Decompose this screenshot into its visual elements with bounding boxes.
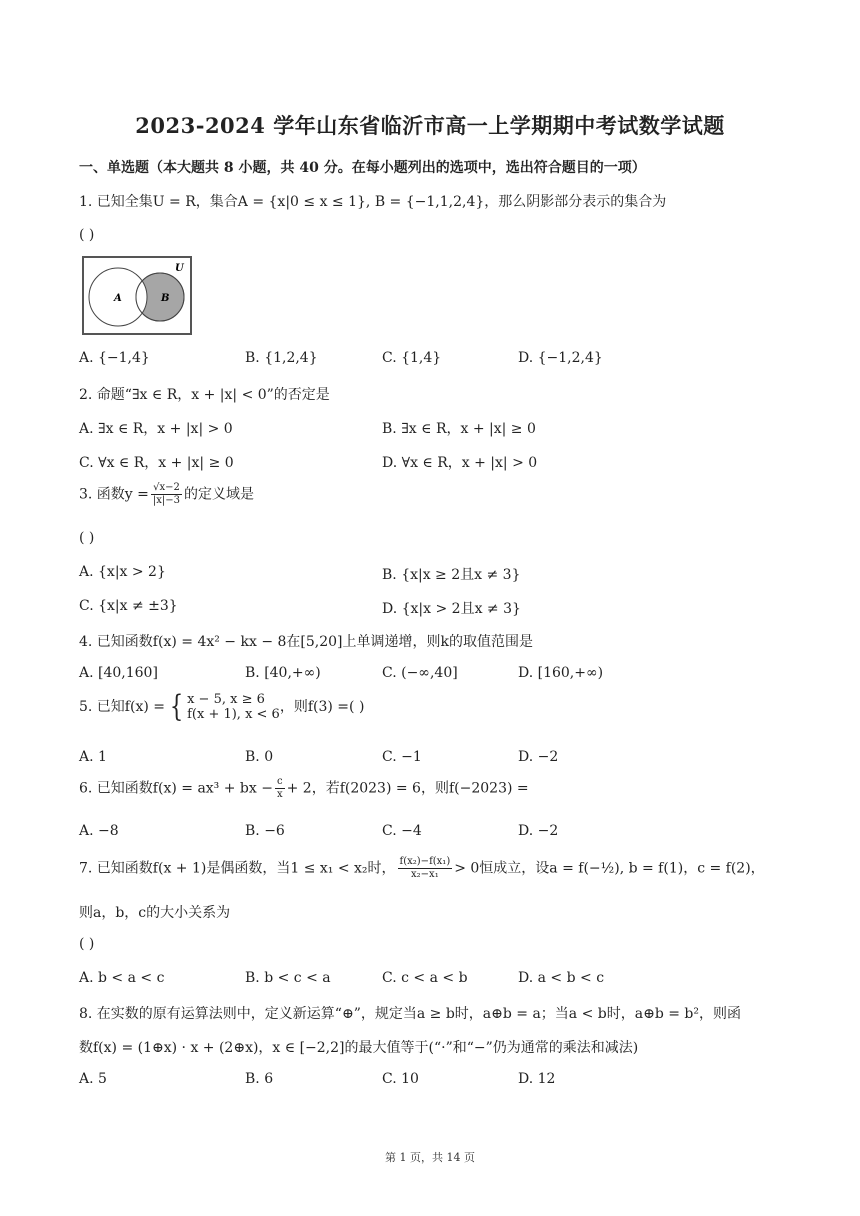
question-3-option-d: D. {x|x > 2且x ≠ 3}: [382, 601, 521, 617]
venn-label-a: A: [114, 293, 122, 304]
question-5-stem-pre: 5. 已知f(x) =: [79, 699, 165, 715]
question-4-option-a: A. [40,160]: [79, 665, 158, 681]
question-5-option-b: B. 0: [245, 749, 274, 765]
venn-diagram: [82, 256, 192, 336]
question-2-option-b: B. ∃x ∈ R，x + |x| ≥ 0: [382, 421, 536, 437]
question-5-option-c: C. −1: [382, 749, 422, 765]
fraction: [275, 776, 285, 801]
question-1-option-c: C. {1,4}: [382, 350, 442, 366]
question-5-option-a: A. 1: [79, 749, 107, 765]
question-4-stem: 4. 已知函数f(x) = 4x² − kx − 8在[5,20]上单调递增，则k的取值范围是: [79, 634, 533, 650]
question-3-stem: [79, 482, 254, 507]
question-8-stem: 8. 在实数的原有运算法则中，定义新运算“⊕”，规定当a ≥ b时，a⊕b = a；当a < b时，a⊕b = b²，则函: [79, 1006, 741, 1022]
question-6-option-c: C. −4: [382, 823, 422, 839]
question-6-stem-pre: 6. 已知函数f(x) = ax³ + bx −: [79, 780, 273, 797]
question-7-stem: [79, 856, 765, 881]
question-8-option-d: D. 12: [518, 1071, 556, 1087]
question-5-stem-post: ，则f(3) =( ): [279, 699, 365, 715]
question-8-option-b: B. 6: [245, 1071, 274, 1087]
fraction-numerator: f(x₂)−f(x₁): [399, 856, 451, 867]
question-7-option-c: C. c < a < b: [382, 970, 468, 986]
question-5-stem: [79, 689, 365, 724]
venn-label-u: U: [175, 263, 184, 274]
question-6-option-d: D. −2: [518, 823, 559, 839]
question-4-option-c: C. (−∞,40]: [382, 665, 458, 681]
fraction-denominator: x: [276, 789, 283, 800]
venn-label-b: B: [161, 293, 170, 304]
question-1-paren: ( ): [79, 227, 95, 243]
question-1-option-a: A. {−1,4}: [79, 350, 150, 366]
question-1-stem: 1. 已知全集U = R，集合A = {x|0 ≤ x ≤ 1}, B = {−1,1,2,4}，那么阴影部分表示的集合为: [79, 194, 667, 210]
fraction-numerator: c: [275, 776, 285, 789]
question-2-option-a: A. ∃x ∈ R，x + |x| > 0: [79, 421, 233, 437]
question-2-stem: 2. 命题“∃x ∈ R，x + |x| < 0”的否定是: [79, 387, 330, 403]
section-header: 一、单选题（本大题共 8 小题，共 40 分。在每小题列出的选项中，选出符合题目的一项）: [79, 160, 646, 176]
fraction: [151, 482, 182, 507]
question-4-option-b: B. [40,+∞): [245, 665, 321, 681]
fraction-numerator: √x−2: [151, 482, 182, 495]
question-6-stem-post: + 2，若f(2023) = 6，则f(−2023) =: [286, 780, 529, 797]
question-3-option-a: A. {x|x > 2}: [79, 564, 166, 580]
question-8-stem-line-2: 数f(x) = (1⊕x) · x + (2⊕x)，x ∈ [−2,2]的最大值等于(“·”和“−”仍为通常的乘法和减法): [79, 1040, 639, 1056]
fraction-denominator: |x|−3: [152, 495, 181, 506]
question-7-option-d: D. a < b < c: [518, 970, 605, 986]
piecewise-row-2: f(x + 1), x < 6: [187, 707, 280, 722]
question-7-stem-post: > 0恒成立，设a = f(−½), b = f(1)，c = f(2)，: [454, 860, 765, 877]
question-3-option-b: B. {x|x ≥ 2且x ≠ 3}: [382, 567, 521, 583]
question-3-paren: ( ): [79, 530, 95, 546]
question-2-option-d: D. ∀x ∈ R，x + |x| > 0: [382, 455, 538, 471]
question-8-option-c: C. 10: [382, 1071, 419, 1087]
question-1-option-b: B. {1,2,4}: [245, 350, 318, 366]
question-7-paren: ( ): [79, 936, 95, 952]
piecewise-row-1: x − 5, x ≥ 6: [187, 692, 265, 707]
question-8-option-a: A. 5: [79, 1071, 107, 1087]
question-3-stem-post: 的定义域是: [184, 486, 255, 503]
question-7-option-a: A. b < a < c: [79, 970, 165, 986]
question-7-stem-line-2: 则a，b，c的大小关系为: [79, 905, 231, 921]
question-1-option-d: D. {−1,2,4}: [518, 350, 603, 366]
question-4-option-d: D. [160,+∞): [518, 665, 604, 681]
fraction: [398, 856, 453, 881]
question-3-option-c: C. {x|x ≠ ±3}: [79, 598, 178, 614]
question-6-option-b: B. −6: [245, 823, 285, 839]
piecewise-definition: { x − 5, x ≥ 6 f(x + 1), x < 6: [169, 689, 280, 724]
question-3-stem-pre: 3. 函数y =: [79, 486, 149, 503]
page-footer: 第 1 页，共 14 页: [385, 1151, 475, 1164]
question-6-stem: [79, 776, 529, 801]
fraction-denominator: x₂−x₁: [411, 869, 439, 880]
question-6-option-a: A. −8: [79, 823, 119, 839]
question-5-option-d: D. −2: [518, 749, 559, 765]
page-title: 2023-2024 学年山东省临沂市高一上学期期中考试数学试题: [135, 113, 725, 138]
question-7-option-b: B. b < c < a: [245, 970, 331, 986]
question-2-option-c: C. ∀x ∈ R，x + |x| ≥ 0: [79, 455, 234, 471]
question-7-stem-pre: 7. 已知函数f(x + 1)是偶函数，当1 ≤ x₁ < x₂时，: [79, 860, 396, 877]
